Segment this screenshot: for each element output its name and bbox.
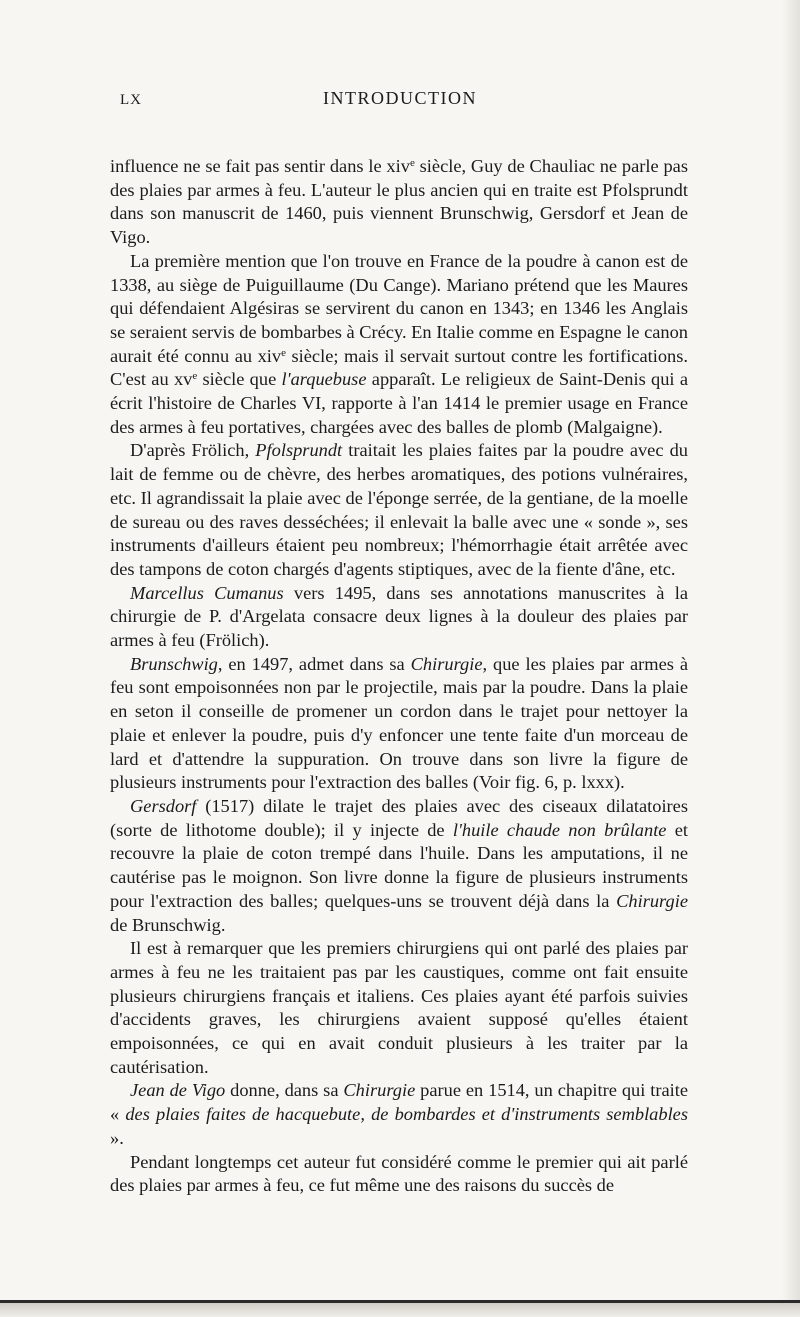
paragraph bbox=[110, 155, 688, 250]
paragraph bbox=[110, 250, 688, 440]
paragraph bbox=[110, 439, 688, 581]
italic-text: l'huile chaude non brûlante bbox=[452, 819, 667, 840]
text-run: siècle; mais il servait surtout contre les fortifications. C'est au xv bbox=[110, 345, 688, 390]
paragraph bbox=[110, 795, 688, 937]
paragraph bbox=[110, 1079, 688, 1150]
text-run: vers 1495, dans ses annotations manuscrites à la chirurgie de P. d'Argelata consacre deux lignes à la douleur des plaies par armes à feu (Frölich). bbox=[110, 582, 688, 651]
text-run: et recouvre la plaie de coton trempé dans l'huile. Dans les amputations, il ne cautérise pas le moignon. Son livre donne la figure de plusieurs instruments pour l'extraction des balles; quelques-uns se trouvent déjà dans la bbox=[110, 819, 688, 911]
text-run: Il est à remarquer que les premiers chirurgiens qui ont parlé des plaies par armes à feu ne les traitaient pas par les caustiques, comme ont fait ensuite plusieurs chirurgiens français et italiens. Ces plaies ayant été parfois suivies d'accidents graves, les chirurgiens avaient supposé qu'elles étaient empoisonnées, ce qui en avait conduit plusieurs à les traiter par la cautérisation. bbox=[110, 938, 688, 1077]
italic-text: Chirurgie bbox=[410, 653, 483, 674]
text-run: , que les plaies par armes à feu sont empoisonnées non par le projectile, mais par la poudre. Dans la plaie en seton il conseille de promener un cordon dans le trajet pour nettoyer la plaie et enlever la poudre, puis d'y enfoncer une tente faite d'un morceau de lard et d'attendre la suppuration. On trouve dans son livre la figure de plusieurs instruments pour l'extraction des balles (Voir fig. 6, p. lxxx). bbox=[110, 653, 689, 793]
running-title: INTRODUCTION bbox=[323, 88, 477, 108]
text-run: La première mention que l'on trouve en France de la poudre à canon est de 1338, au siège de Puiguillaume (Du Cange). Mariano prétend que les Maures qui défendaient Algésiras se servirent du canon en 1343; en 1346 les Anglais se seraient servis de bombarbes à Crécy. En Italie comme en Espagne le canon aurait été connu au xiv bbox=[110, 250, 688, 366]
italic-text: Jean de Vigo bbox=[130, 1080, 226, 1101]
text-run: parue en 1514, un chapitre qui traite « bbox=[110, 1080, 688, 1125]
italic-text: Brunschwig bbox=[130, 653, 218, 674]
text-run: siècle, Guy de Chauliac ne parle pas des plaies par armes à feu. L'auteur le plus ancien qui en traite est Pfolsprundt dans son manuscrit de 1460, puis viennent Brunschwig, Gersdorf et Jean de Vigo. bbox=[110, 156, 688, 248]
italic-text: Chirurgie bbox=[616, 890, 688, 911]
text-run: D'après Frölich, bbox=[130, 440, 256, 461]
text-run: influence ne se fait pas sentir dans le xiv bbox=[110, 156, 410, 176]
italic-text: l'arquebuse bbox=[281, 369, 367, 390]
italic-text: Marcellus Cumanus bbox=[130, 582, 284, 603]
italic-text: Pfolsprundt bbox=[255, 440, 343, 461]
text-run: siècle que bbox=[197, 369, 282, 390]
italic-text: des plaies faites de hacquebute, de bombardes et d'instruments semblables bbox=[125, 1104, 688, 1125]
paragraph bbox=[110, 1151, 688, 1198]
text-run: ». bbox=[110, 1127, 124, 1148]
page-number: LX bbox=[120, 92, 142, 108]
superscript: e bbox=[409, 157, 415, 169]
bottom-edge bbox=[0, 1303, 800, 1317]
text-run: donne, dans sa bbox=[225, 1080, 344, 1101]
paragraph bbox=[110, 937, 688, 1079]
text-run: Pendant longtemps cet auteur fut considéré comme le premier qui ait parlé des plaies par armes à feu, ce fut même une des raisons du succès de bbox=[110, 1151, 688, 1196]
italic-text: Gersdorf bbox=[130, 795, 197, 816]
text-run: (1517) dilate le trajet des plaies avec des ciseaux dilatatoires (sorte de lithotome double); il y injecte de bbox=[110, 795, 688, 840]
page-header bbox=[0, 88, 800, 114]
superscript: e bbox=[281, 346, 286, 359]
body-text bbox=[110, 155, 688, 1198]
superscript: e bbox=[192, 370, 198, 383]
page-edge-shadow bbox=[782, 0, 800, 1317]
text-run: de Brunschwig. bbox=[110, 914, 226, 935]
italic-text: Chirurgie bbox=[343, 1080, 416, 1101]
paragraph bbox=[110, 653, 688, 795]
text-run: , en 1497, admet dans sa bbox=[217, 653, 411, 674]
text-run: traitait les plaies faites par la poudre avec du lait de femme ou de chèvre, des herbes aromatiques, des potions vulnéraires, etc. Il agrandissait la plaie avec de l'éponge serrée, de la gentiane, de la moelle de sureau ou des raves desséchées; il enlevait la balle avec une « sonde », ses instruments d'ailleurs étaient peu nombreux; l'hémorrhagie était arrêtée avec des tampons de coton chargés d'agents stiptiques, avec de la fiente d'âne, etc. bbox=[110, 440, 688, 579]
paragraph bbox=[110, 582, 688, 653]
text-run: apparaît. Le religieux de Saint-Denis qui a écrit l'histoire de Charles VI, rapporte à l'an 1414 le premier usage en France des armes à feu portatives, chargées avec des balles de plomb (Malgaigne). bbox=[110, 369, 688, 437]
